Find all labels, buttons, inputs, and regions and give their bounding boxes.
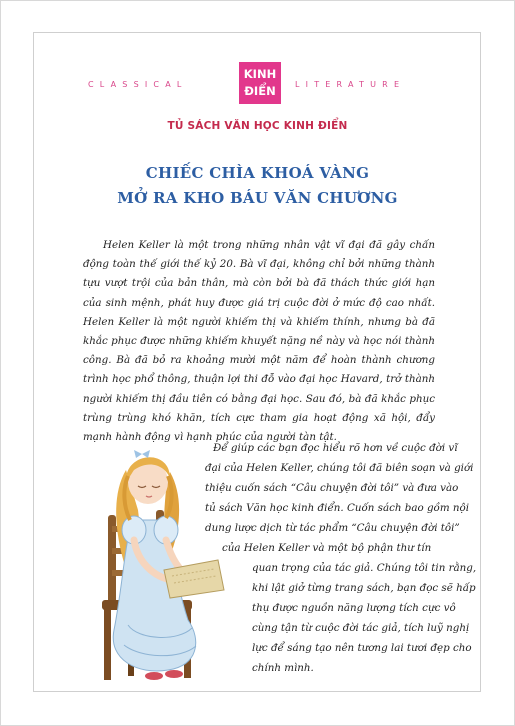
series-word-left: CLASSICAL (88, 80, 188, 89)
logo-line-2: ĐIỂN (244, 84, 276, 98)
series-word-right: LITERATURE (295, 80, 406, 89)
page-title (0, 161, 515, 211)
body-paragraph-2-line: quan trọng của tác giả. Chúng tôi tin rằng, (252, 562, 477, 574)
body-paragraph-2-line: đại của Helen Keller, chúng tôi đã biên soạn và giới (205, 462, 474, 474)
series-logo (239, 62, 281, 104)
body-paragraph-2-line: lực để sáng tạo nên tương lai tươi đẹp cho (252, 642, 472, 654)
page-title-line-2: MỞ RA KHO BÁU VĂN CHƯƠNG (117, 189, 398, 207)
body-paragraph-2-line: chính mình. (252, 662, 314, 674)
body-paragraph-2-line: thiệu cuốn sách “Câu chuyện đời tôi” và đưa vào (205, 482, 459, 494)
body-paragraph-2-line: của Helen Keller và một bộ phận thư tín (222, 542, 432, 554)
body-paragraph-2-line: cùng tận từ cuộc đời tác giả, tích luỹ nghị (252, 622, 470, 634)
logo-line-1: KINH (243, 67, 277, 81)
body-paragraph-2-line: thụ được nguồn năng lượng tích cực vô (252, 602, 456, 614)
body-paragraph-2-line: Để giúp các bạn đọc hiểu rõ hơn về cuộc đời vĩ (213, 442, 458, 454)
page-title-line-1: CHIẾC CHÌA KHOÁ VÀNG (145, 164, 370, 182)
body-paragraph-1: Helen Keller là một trong những nhân vật vĩ đại đã gây chấn động toàn thế giới thế kỷ 20. Bà vĩ đại, không chỉ bởi những thành tựu vượt trội của bản thân, mà còn bởi bà đã thách thức giới hạn của sinh mệnh, phát huy được giá trị cuộc đời ở mức độ cao nhất. Helen Keller là một người khiếm thị và khiếm thính, nhưng bà đã khắc phục được những khiếm khuyết nặng nề này và học nói thành công. Bà đã bỏ ra khoảng mười một năm để hoàn thành chương trình học phổ thông, thuận lợi thi đỗ vào đại học Havard, trở thành người khiếm thị đầu tiên có bằng đại học. Sau đó, bà đã khắc phục trùng trùng khó khăn, tích cực tham gia hoạt động xã hội, đẩy mạnh hành động vì hạnh phúc của người tàn tật. (83, 239, 435, 444)
series-header (33, 62, 481, 108)
body-paragraph-2-line: dung lược dịch từ tác phẩm “Câu chuyện đời tôi” (205, 522, 460, 534)
body-paragraph-2-line: tủ sách Văn học kinh điển. Cuốn sách bao gồm nội (205, 502, 470, 514)
series-title: TỦ SÁCH VĂN HỌC KINH ĐIỂN (167, 120, 348, 132)
body-paragraph-2-line: khi lật giở từng trang sách, bạn đọc sẽ hấp (252, 582, 476, 594)
girl-reading-braille-illustration (68, 430, 228, 690)
